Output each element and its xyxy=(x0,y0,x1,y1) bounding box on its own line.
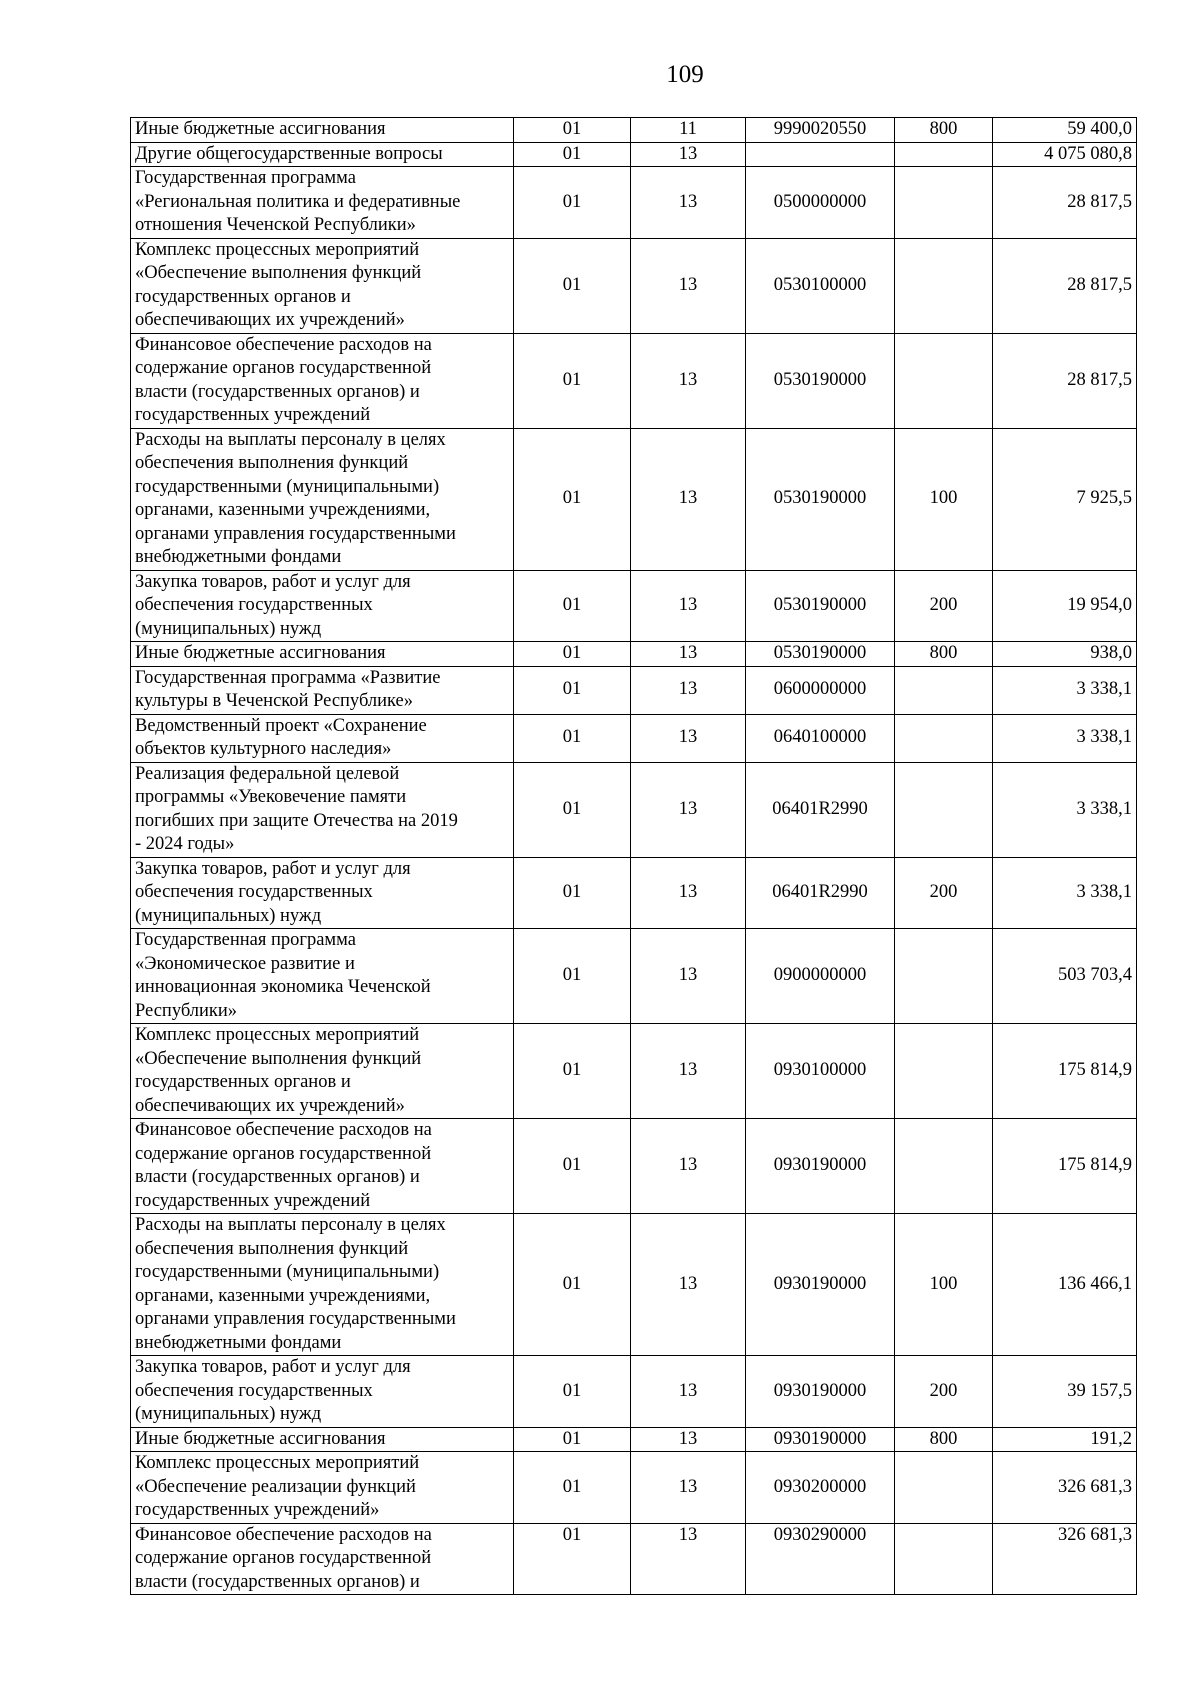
table-row xyxy=(131,1356,1137,1428)
amount-cell: 7 925,5 xyxy=(993,428,1137,570)
item-name-line: Иные бюджетные ассигнования xyxy=(135,119,386,139)
item-name-cell xyxy=(131,1452,514,1524)
item-name-line: объектов культурного наследия» xyxy=(135,739,392,759)
expense-type-cell xyxy=(895,142,993,167)
subsection-code-cell: 13 xyxy=(631,714,746,762)
subsection-code-cell: 13 xyxy=(631,238,746,333)
subsection-code-cell: 13 xyxy=(631,333,746,428)
item-name-line: (муниципальных) нужд xyxy=(135,905,322,926)
item-name-cell xyxy=(131,666,514,714)
item-name-line: государственных учреждений xyxy=(135,405,371,425)
expense-type-cell xyxy=(895,714,993,762)
amount-cell: 503 703,4 xyxy=(993,929,1137,1024)
expense-type-cell: 100 xyxy=(895,1214,993,1356)
table-row xyxy=(131,142,1137,167)
target-article-cell: 0600000000 xyxy=(746,666,895,714)
item-name-cell xyxy=(131,1024,514,1119)
item-name-line: «Экономическое развитие и xyxy=(135,953,355,974)
item-name-line: органами, казенными учреждениями, xyxy=(135,1285,431,1306)
item-name-line: власти (государственных органов) и xyxy=(135,381,420,402)
subsection-code-cell: 13 xyxy=(631,1119,746,1214)
target-article-cell: 0530190000 xyxy=(746,570,895,642)
table-row xyxy=(131,1523,1137,1595)
table-row xyxy=(131,714,1137,762)
item-name-line: Государственная программа «Развитие xyxy=(135,667,441,688)
subsection-code-cell: 13 xyxy=(631,642,746,667)
item-name-cell xyxy=(131,929,514,1024)
section-code-cell: 01 xyxy=(514,762,631,857)
expense-type-cell xyxy=(895,167,993,239)
item-name-line: содержание органов государственной xyxy=(135,1143,432,1164)
item-name-line: обеспечения государственных xyxy=(135,595,373,615)
expense-type-cell xyxy=(895,1452,993,1524)
expense-type-cell: 200 xyxy=(895,857,993,929)
item-name-cell xyxy=(131,142,514,167)
target-article-cell: 0930100000 xyxy=(746,1024,895,1119)
target-article-cell: 0530190000 xyxy=(746,333,895,428)
target-article-cell: 0530190000 xyxy=(746,642,895,667)
subsection-code-cell: 13 xyxy=(631,1452,746,1524)
item-name-line: Комплекс процессных мероприятий xyxy=(135,1453,420,1473)
expense-type-cell xyxy=(895,333,993,428)
section-code-cell: 01 xyxy=(514,1356,631,1428)
amount-cell: 3 338,1 xyxy=(993,714,1137,762)
amount-cell: 28 817,5 xyxy=(993,238,1137,333)
target-article-cell: 0530100000 xyxy=(746,238,895,333)
target-article-cell: 06401R2990 xyxy=(746,762,895,857)
page-number: 109 xyxy=(666,61,704,88)
target-article-cell: 0900000000 xyxy=(746,929,895,1024)
amount-cell: 59 400,0 xyxy=(993,118,1137,143)
expense-type-cell: 200 xyxy=(895,1356,993,1428)
subsection-code-cell: 13 xyxy=(631,1356,746,1428)
target-article-cell: 0500000000 xyxy=(746,167,895,239)
amount-cell: 191,2 xyxy=(993,1427,1137,1452)
amount-cell: 326 681,3 xyxy=(993,1452,1137,1524)
target-article-cell: 0530190000 xyxy=(746,428,895,570)
amount-cell: 39 157,5 xyxy=(993,1356,1137,1428)
item-name-line: органами управления государственными xyxy=(135,523,456,544)
subsection-code-cell: 13 xyxy=(631,570,746,642)
target-article-cell xyxy=(746,142,895,167)
item-name-line: государственных органов и xyxy=(135,286,351,307)
section-code-cell: 01 xyxy=(514,857,631,929)
item-name-line: инновационная экономика Чеченской xyxy=(135,977,431,997)
section-code-cell: 01 xyxy=(514,238,631,333)
item-name-line: Расходы на выплаты персоналу в целях xyxy=(135,1215,446,1235)
amount-cell: 19 954,0 xyxy=(993,570,1137,642)
item-name-line: Ведомственный проект «Сохранение xyxy=(135,715,427,736)
table-row xyxy=(131,1214,1137,1356)
expense-type-cell xyxy=(895,929,993,1024)
target-article-cell: 06401R2990 xyxy=(746,857,895,929)
table-row xyxy=(131,238,1137,333)
expense-type-cell xyxy=(895,762,993,857)
table-row xyxy=(131,642,1137,667)
amount-cell: 28 817,5 xyxy=(993,167,1137,239)
item-name-line: органами, казенными учреждениями, xyxy=(135,500,431,520)
item-name-cell xyxy=(131,762,514,857)
table-row xyxy=(131,118,1137,143)
expense-type-cell: 200 xyxy=(895,570,993,642)
item-name-line: власти (государственных органов) и xyxy=(135,1167,420,1187)
item-name-cell xyxy=(131,118,514,143)
table-row xyxy=(131,1119,1137,1214)
section-code-cell: 01 xyxy=(514,118,631,143)
item-name-line: «Обеспечение выполнения функций xyxy=(135,263,422,283)
section-code-cell: 01 xyxy=(514,167,631,239)
item-name-cell xyxy=(131,167,514,239)
section-code-cell: 01 xyxy=(514,142,631,167)
item-name-cell xyxy=(131,1356,514,1428)
item-name-line: Государственная программа xyxy=(135,168,356,188)
item-name-line: Закупка товаров, работ и услуг для xyxy=(135,1357,411,1377)
subsection-code-cell: 13 xyxy=(631,1523,746,1595)
item-name-line: культуры в Чеченской Республике» xyxy=(135,691,414,711)
expense-type-cell xyxy=(895,1523,993,1595)
amount-cell: 3 338,1 xyxy=(993,762,1137,857)
subsection-code-cell: 13 xyxy=(631,142,746,167)
target-article-cell: 0640100000 xyxy=(746,714,895,762)
table-row xyxy=(131,428,1137,570)
item-name-line: обеспечения государственных xyxy=(135,882,373,902)
amount-cell: 4 075 080,8 xyxy=(993,142,1137,167)
amount-cell: 3 338,1 xyxy=(993,666,1137,714)
section-code-cell: 01 xyxy=(514,570,631,642)
item-name-line: содержание органов государственной xyxy=(135,1548,432,1568)
target-article-cell: 0930190000 xyxy=(746,1119,895,1214)
expense-type-cell: 800 xyxy=(895,642,993,667)
item-name-line: Республики» xyxy=(135,1000,238,1021)
item-name-cell xyxy=(131,238,514,333)
item-name-line: «Региональная политика и федеративные xyxy=(135,191,461,212)
budget-table-body xyxy=(131,118,1137,1595)
item-name-cell xyxy=(131,714,514,762)
target-article-cell: 0930190000 xyxy=(746,1427,895,1452)
item-name-line: внебюджетными фондами xyxy=(135,547,342,567)
subsection-code-cell: 13 xyxy=(631,167,746,239)
subsection-code-cell: 13 xyxy=(631,857,746,929)
subsection-code-cell: 13 xyxy=(631,1214,746,1356)
section-code-cell: 01 xyxy=(514,1119,631,1214)
table-row xyxy=(131,333,1137,428)
item-name-line: (муниципальных) нужд xyxy=(135,1404,322,1424)
section-code-cell: 01 xyxy=(514,1452,631,1524)
amount-cell: 175 814,9 xyxy=(993,1119,1137,1214)
item-name-line: Финансовое обеспечение расходов на xyxy=(135,334,432,355)
subsection-code-cell: 13 xyxy=(631,762,746,857)
expense-type-cell: 800 xyxy=(895,118,993,143)
subsection-code-cell: 13 xyxy=(631,428,746,570)
item-name-line: государственных учреждений xyxy=(135,1190,371,1211)
section-code-cell: 01 xyxy=(514,428,631,570)
table-row xyxy=(131,570,1137,642)
item-name-line: Закупка товаров, работ и услуг для xyxy=(135,858,411,879)
amount-cell: 938,0 xyxy=(993,642,1137,667)
target-article-cell: 0930190000 xyxy=(746,1356,895,1428)
target-article-cell: 0930290000 xyxy=(746,1523,895,1595)
item-name-line: (муниципальных) нужд xyxy=(135,618,322,639)
amount-cell: 326 681,3 xyxy=(993,1523,1137,1595)
section-code-cell: 01 xyxy=(514,333,631,428)
section-code-cell: 01 xyxy=(514,1523,631,1595)
table-row xyxy=(131,762,1137,857)
table-row xyxy=(131,666,1137,714)
item-name-line: Иные бюджетные ассигнования xyxy=(135,1428,386,1449)
amount-cell: 3 338,1 xyxy=(993,857,1137,929)
target-article-cell: 0930190000 xyxy=(746,1214,895,1356)
item-name-line: обеспечения выполнения функций xyxy=(135,453,409,473)
table-row xyxy=(131,167,1137,239)
item-name-cell xyxy=(131,333,514,428)
item-name-line: Финансовое обеспечение расходов на xyxy=(135,1120,432,1140)
item-name-cell xyxy=(131,1523,514,1595)
item-name-line: обеспечивающих их учреждений» xyxy=(135,310,405,330)
amount-cell: 175 814,9 xyxy=(993,1024,1137,1119)
item-name-cell xyxy=(131,570,514,642)
item-name-cell xyxy=(131,428,514,570)
expense-type-cell xyxy=(895,1119,993,1214)
item-name-line: государственными (муниципальными) xyxy=(135,1262,440,1282)
subsection-code-cell: 13 xyxy=(631,929,746,1024)
item-name-line: Реализация федеральной целевой xyxy=(135,763,400,784)
target-article-cell: 9990020550 xyxy=(746,118,895,143)
item-name-line: «Обеспечение реализации функций xyxy=(135,1476,416,1497)
item-name-line: Комплекс процессных мероприятий xyxy=(135,1025,420,1045)
section-code-cell: 01 xyxy=(514,642,631,667)
expense-type-cell xyxy=(895,238,993,333)
table-row xyxy=(131,1427,1137,1452)
item-name-line: органами управления государственными xyxy=(135,1309,456,1329)
item-name-line: Расходы на выплаты персоналу в целях xyxy=(135,429,446,450)
subsection-code-cell: 13 xyxy=(631,1024,746,1119)
amount-cell: 28 817,5 xyxy=(993,333,1137,428)
item-name-line: Закупка товаров, работ и услуг для xyxy=(135,571,411,592)
item-name-line: отношения Чеченской Республики» xyxy=(135,215,416,235)
target-article-cell: 0930200000 xyxy=(746,1452,895,1524)
budget-table xyxy=(130,117,1137,1595)
item-name-line: внебюджетными фондами xyxy=(135,1332,342,1353)
item-name-line: власти (государственных органов) и xyxy=(135,1571,420,1592)
item-name-cell xyxy=(131,1214,514,1356)
item-name-cell xyxy=(131,857,514,929)
expense-type-cell xyxy=(895,666,993,714)
subsection-code-cell: 13 xyxy=(631,1427,746,1452)
subsection-code-cell: 13 xyxy=(631,666,746,714)
section-code-cell: 01 xyxy=(514,1024,631,1119)
subsection-code-cell: 11 xyxy=(631,118,746,143)
item-name-line: «Обеспечение выполнения функций xyxy=(135,1048,422,1069)
expense-type-cell xyxy=(895,1024,993,1119)
item-name-line: государственных учреждений» xyxy=(135,1500,380,1520)
section-code-cell: 01 xyxy=(514,666,631,714)
item-name-line: погибших при защите Отечества на 2019 xyxy=(135,810,458,831)
item-name-line: Комплекс процессных мероприятий xyxy=(135,239,420,260)
item-name-line: Другие общегосударственные вопросы xyxy=(135,143,443,164)
item-name-line: обеспечения выполнения функций xyxy=(135,1238,409,1259)
item-name-line: обеспечения государственных xyxy=(135,1380,373,1401)
item-name-cell xyxy=(131,1427,514,1452)
item-name-line: Государственная программа xyxy=(135,930,356,950)
table-row xyxy=(131,857,1137,929)
item-name-line: государственными (муниципальными) xyxy=(135,476,440,497)
section-code-cell: 01 xyxy=(514,714,631,762)
item-name-line: государственных органов и xyxy=(135,1072,351,1092)
section-code-cell: 01 xyxy=(514,1214,631,1356)
amount-cell: 136 466,1 xyxy=(993,1214,1137,1356)
table-row xyxy=(131,1452,1137,1524)
table-row xyxy=(131,1024,1137,1119)
section-code-cell: 01 xyxy=(514,1427,631,1452)
item-name-cell xyxy=(131,642,514,667)
table-row xyxy=(131,929,1137,1024)
section-code-cell: 01 xyxy=(514,929,631,1024)
item-name-line: содержание органов государственной xyxy=(135,358,432,378)
item-name-line: - 2024 годы» xyxy=(135,834,235,854)
item-name-line: Иные бюджетные ассигнования xyxy=(135,643,386,663)
item-name-cell xyxy=(131,1119,514,1214)
item-name-line: Финансовое обеспечение расходов на xyxy=(135,1524,432,1545)
expense-type-cell: 800 xyxy=(895,1427,993,1452)
item-name-line: программы «Увековечение памяти xyxy=(135,787,407,807)
item-name-line: обеспечивающих их учреждений» xyxy=(135,1095,405,1116)
expense-type-cell: 100 xyxy=(895,428,993,570)
